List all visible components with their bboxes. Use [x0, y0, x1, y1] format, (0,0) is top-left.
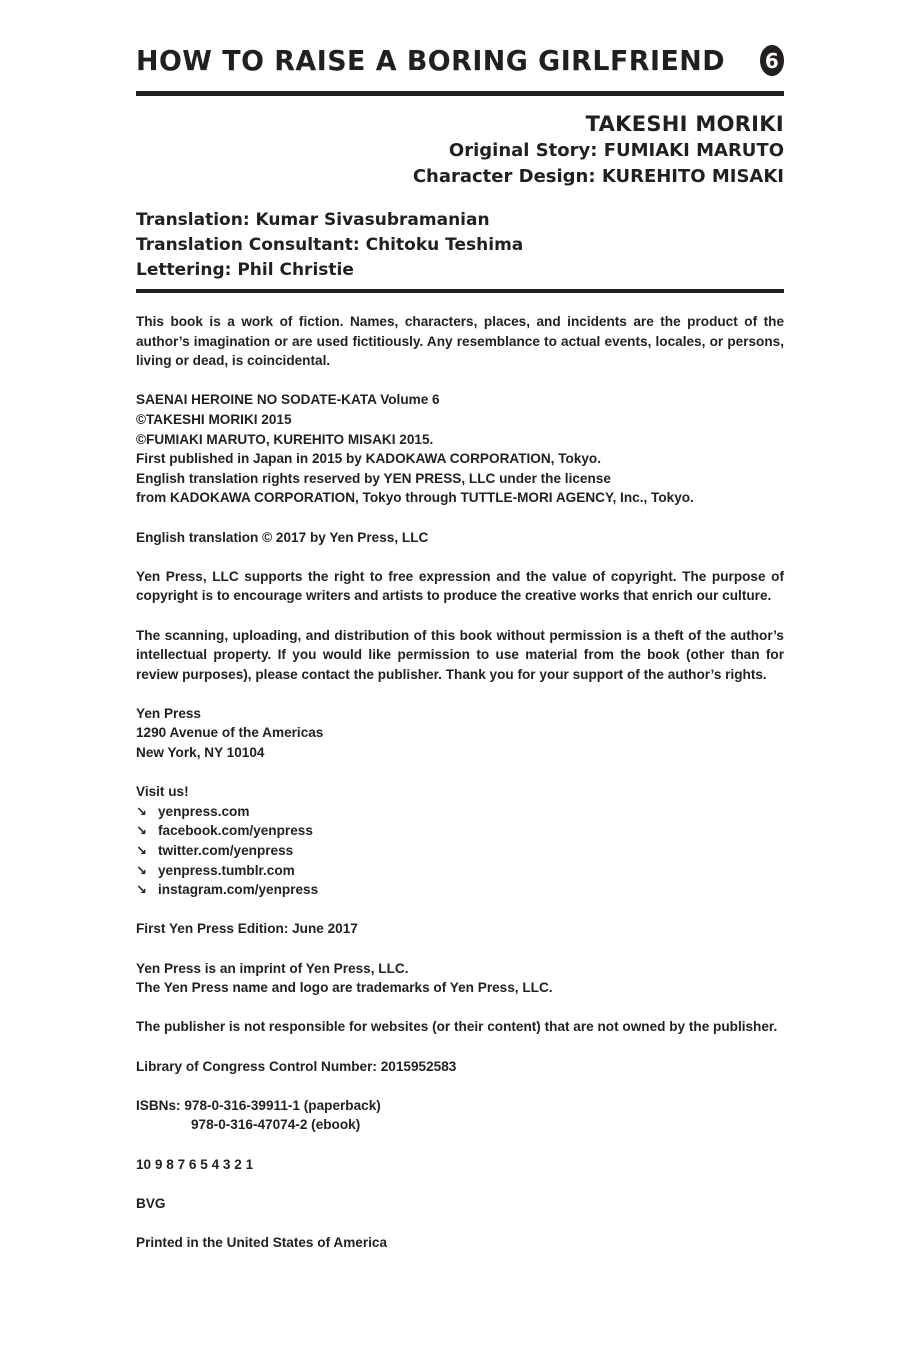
- copyright-line: SAENAI HEROINE NO SODATE-KATA Volume 6: [136, 392, 440, 408]
- arrow-icon: ↘: [136, 823, 147, 839]
- printer-code: BVG: [136, 1195, 166, 1211]
- arrow-icon: ↘: [136, 862, 147, 878]
- isbn-block: [136, 1096, 784, 1135]
- lettering-credit: Lettering: Phil Christie: [136, 260, 354, 280]
- publisher-address: [136, 704, 784, 763]
- english-translation-copyright: English translation © 2017 by Yen Press, LLC: [136, 529, 429, 545]
- anti-piracy-statement: The scanning, uploading, and distribution of this book without permission is a theft of the author’s intellectual property. If you would like permission to use material from the book (other than for review purposes), please contact the publisher. Thank you for your support of the author’s rights.: [136, 627, 784, 682]
- copyright-notice: [136, 390, 784, 508]
- copyright-line: ©TAKESHI MORIKI 2015: [136, 411, 292, 427]
- street-address: 1290 Avenue of the Americas: [136, 725, 324, 741]
- link-item: [136, 841, 784, 861]
- original-story-credit: Original Story: FUMIAKI MARUTO: [448, 140, 784, 161]
- imprint-line: Yen Press is an imprint of Yen Press, LLC.: [136, 960, 409, 976]
- legal-text: [136, 312, 784, 1272]
- copyright-support-statement: Yen Press, LLC supports the right to free expression and the value of copyright. The purpose of copyright is to encourage writers and artists to produce the creative works that enrich our culture.: [136, 568, 784, 604]
- trademark-line: The Yen Press name and logo are trademarks of Yen Press, LLC.: [136, 980, 553, 996]
- twitter-link: twitter.com/yenpress: [158, 843, 294, 859]
- imprint-info: [136, 959, 784, 998]
- link-item: [136, 802, 784, 822]
- credits-block: [413, 110, 784, 190]
- tumblr-link: yenpress.tumblr.com: [158, 862, 295, 878]
- top-divider: [136, 91, 784, 96]
- book-title: HOW TO RAISE A BORING GIRLFRIEND: [136, 44, 726, 77]
- translation-credits: [136, 208, 523, 283]
- author-name: TAKESHI MORIKI: [585, 112, 784, 136]
- visit-us-block: [136, 782, 784, 900]
- publisher-name: Yen Press: [136, 705, 201, 721]
- city-address: New York, NY 10104: [136, 745, 265, 761]
- facebook-link: facebook.com/yenpress: [158, 823, 313, 839]
- arrow-icon: ↘: [136, 803, 147, 819]
- link-item: [136, 861, 784, 881]
- printing-line: 10 9 8 7 6 5 4 3 2 1: [136, 1156, 254, 1172]
- visit-us-heading: Visit us!: [136, 784, 189, 800]
- middle-divider: [136, 289, 784, 293]
- title-row: [136, 44, 784, 77]
- copyright-line: from KADOKAWA CORPORATION, Tokyo through TUTTLE-MORI AGENCY, Inc., Tokyo.: [136, 490, 694, 506]
- copyright-line: English translation rights reserved by YEN PRESS, LLC under the license: [136, 470, 611, 486]
- isbn-paperback: ISBNs: 978-0-316-39911-1 (paperback): [136, 1097, 381, 1113]
- fiction-disclaimer: This book is a work of fiction. Names, characters, places, and incidents are the product of the author’s imagination or are used fictitiously. Any resemblance to actual events, locales, or persons, living or dead, is coincidental.: [136, 314, 784, 369]
- edition-info: First Yen Press Edition: June 2017: [136, 921, 358, 937]
- arrow-icon: ↘: [136, 843, 147, 859]
- arrow-icon: ↘: [136, 882, 147, 898]
- instagram-link: instagram.com/yenpress: [158, 882, 319, 898]
- link-item: [136, 880, 784, 900]
- copyright-line: First published in Japan in 2015 by KADOKAWA CORPORATION, Tokyo.: [136, 451, 602, 467]
- isbn-ebook: 978-0-316-47074-2 (ebook): [191, 1117, 361, 1133]
- publisher-disclaimer: The publisher is not responsible for websites (or their content) that are not owned by the publisher.: [136, 1019, 778, 1035]
- website-link: yenpress.com: [158, 803, 250, 819]
- character-design-credit: Character Design: KUREHITO MISAKI: [412, 166, 784, 187]
- volume-badge: 6: [760, 45, 784, 76]
- copyright-line: ©FUMIAKI MARUTO, KUREHITO MISAKI 2015.: [136, 431, 434, 447]
- printed-in: Printed in the United States of America: [136, 1234, 388, 1250]
- translation-credit: Translation: Kumar Sivasubramanian: [136, 210, 490, 230]
- translation-consultant-credit: Translation Consultant: Chitoku Teshima: [136, 235, 524, 255]
- link-item: [136, 821, 784, 841]
- loc-number: Library of Congress Control Number: 2015952583: [136, 1058, 457, 1074]
